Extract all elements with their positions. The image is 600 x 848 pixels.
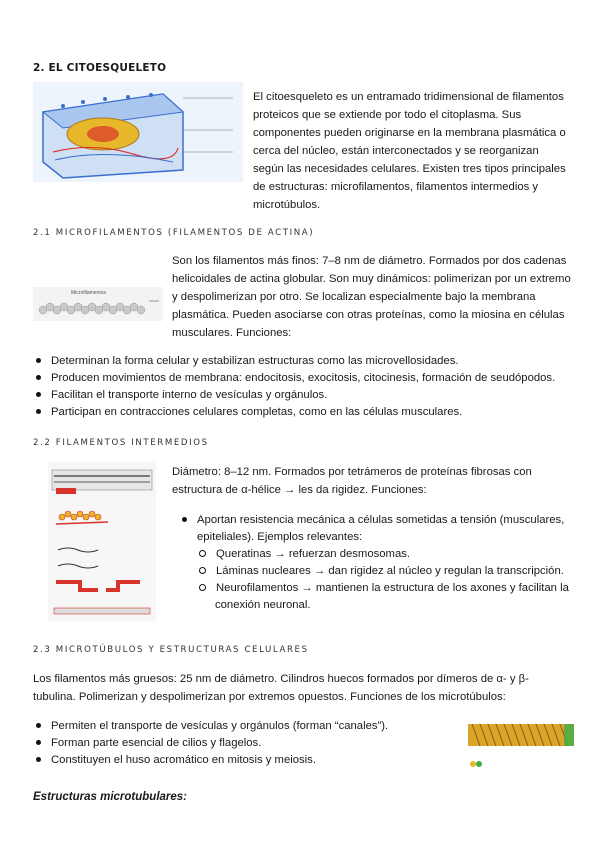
microfilamentos-paragraph: Son los filamentos más finos: 7–8 nm de diámetro. Formados por dos cadenas helicoidales de actina globular. Son muy dinámicos: polimerizan por un extremo y despolimerizan por otro. Se localizan especialmente bajo la membrana plasmática. Pueden asociarse con otras proteínas, como la miosina en células musculares. Funciones: [172, 255, 571, 339]
list-item: Queratinas → refuerzan desmosomas. [199, 546, 575, 563]
heading-microtubulos: 2.3 MICROTÚBULOS Y ESTRUCTURAS CELULARES [33, 645, 309, 655]
bullet-icon [36, 740, 41, 745]
bullet-icon [36, 392, 41, 397]
list-item: Forman parte esencial de cilios y flagelos. [36, 735, 456, 752]
estructuras-subheading: Estructuras microtubulares: [33, 791, 188, 803]
circle-bullet-icon [199, 584, 206, 591]
list-item: Láminas nucleares → dan rigidez al núcleo y regulan la transcripción. [199, 563, 575, 580]
bullet-icon [36, 358, 41, 363]
microtubule-figure [468, 720, 574, 772]
microtubulos-paragraph: Los filamentos más gruesos: 25 nm de diámetro. Cilindros huecos formados por dímeros de α- y β-tubulina. Polimerizan y despolimerizan por extremos opuestos. Funciones de los microtúbulos: [33, 673, 529, 703]
filamentos-sub-bullets [199, 546, 575, 614]
bullet-icon [36, 409, 41, 414]
microtubulos-bullets [36, 718, 456, 769]
cytoskeleton-figure [33, 82, 243, 182]
bullet-icon [36, 723, 41, 728]
actin-figure [33, 287, 163, 321]
list-item: Constituyen el huso acromático en mitosis y meiosis. [36, 752, 456, 769]
list-item: Neurofilamentos → mantienen la estructura de los axones y facilitan la conexión neuronal. [199, 580, 575, 614]
bullet-icon [36, 375, 41, 380]
list-item: Permiten el transporte de vesículas y orgánulos (forman “canales”). [36, 718, 456, 735]
filamentos-intermedios-paragraph: Diámetro: 8–12 nm. Formados por tetrámeros de proteínas fibrosas con estructura de α-hélice → les da rigidez. Funciones: [172, 466, 532, 496]
bullet-icon [36, 757, 41, 762]
microfilamentos-bullets [36, 353, 576, 421]
bullet-icon [182, 517, 187, 522]
list-item: Facilitan el transporte interno de vesículas y orgánulos. [36, 387, 576, 404]
intermediate-filaments-figure [48, 462, 156, 622]
list-item: Producen movimientos de membrana: endocitosis, exocitosis, citocinesis, formación de seudópodos. [36, 370, 576, 387]
circle-bullet-icon [199, 550, 206, 557]
list-item: Participan en contracciones celulares completas, como en las células musculares. [36, 404, 576, 421]
heading-microfilamentos: 2.1 MICROFILAMENTOS (FILAMENTOS DE ACTINA) [33, 228, 315, 238]
circle-bullet-icon [199, 567, 206, 574]
actin-figure-label: Microfilamentos [71, 290, 107, 296]
list-item: Determinan la forma celular y estabilizan estructuras como las microvellosidades. [36, 353, 576, 370]
section-title: 2. EL CITOESQUELETO [33, 62, 167, 74]
intro-paragraph: El citoesqueleto es un entramado tridimensional de filamentos proteicos que se extiende por todo el citoplasma. Sus componentes pueden originarse en la membrana plasmática o cerca del núcleo, están interconectados y se reorganizan según las necesidades celulares. Existen tres tipos principales de estructuras: microfilamentos, filamentos intermedios y microtúbulos. [253, 91, 566, 211]
heading-filamentos-intermedios: 2.2 FILAMENTOS INTERMEDIOS [33, 438, 209, 448]
list-item: Aportan resistencia mecánica a células sometidas a tensión (musculares, epiteliales). Ejemplos relevantes: [182, 512, 587, 546]
